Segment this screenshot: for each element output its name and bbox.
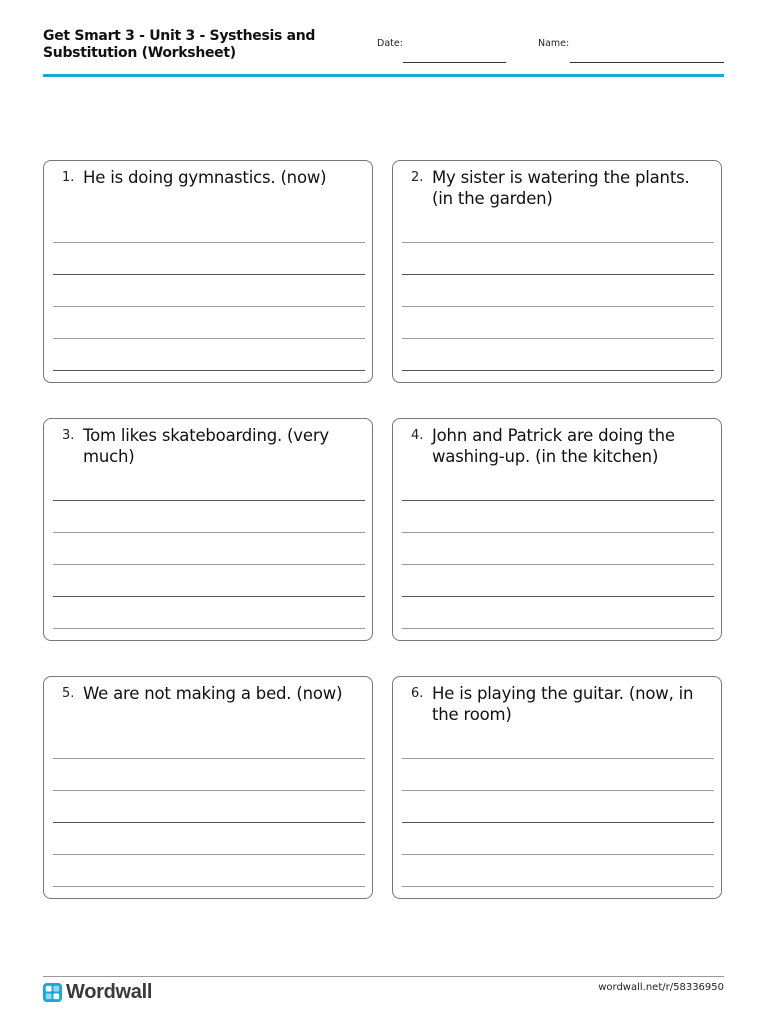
answer-line[interactable] (53, 274, 365, 275)
answer-line[interactable] (53, 564, 365, 565)
answer-line[interactable] (402, 242, 714, 243)
answer-line[interactable] (402, 500, 714, 501)
answer-line[interactable] (53, 854, 365, 855)
date-label: Date: (377, 38, 403, 49)
question-text: My sister is watering the plants. (in the garden) (432, 168, 690, 208)
answer-line[interactable] (53, 886, 365, 887)
answer-line[interactable] (402, 758, 714, 759)
answer-line[interactable] (53, 532, 365, 533)
question-number: 6. (411, 686, 424, 701)
answer-line[interactable] (402, 532, 714, 533)
answer-line[interactable] (402, 306, 714, 307)
answer-line[interactable] (402, 628, 714, 629)
date-field[interactable] (403, 62, 506, 63)
question-card-3 (43, 418, 373, 641)
answer-line[interactable] (53, 500, 365, 501)
answer-line[interactable] (53, 338, 365, 339)
answer-line[interactable] (53, 822, 365, 823)
question-number: 5. (62, 686, 75, 701)
answer-line[interactable] (402, 822, 714, 823)
question-number: 1. (62, 170, 75, 185)
answer-line[interactable] (402, 274, 714, 275)
answer-line[interactable] (402, 338, 714, 339)
answer-line[interactable] (53, 790, 365, 791)
logo-text: Wordwall (66, 980, 153, 1003)
answer-line[interactable] (402, 596, 714, 597)
wordwall-logo[interactable] (43, 981, 152, 1003)
answer-line[interactable] (53, 242, 365, 243)
question-card-4 (392, 418, 722, 641)
answer-line[interactable] (402, 790, 714, 791)
answer-line[interactable] (53, 370, 365, 371)
question-card-2 (392, 160, 722, 383)
question-card-5 (43, 676, 373, 899)
answer-line[interactable] (402, 564, 714, 565)
answer-line[interactable] (53, 628, 365, 629)
question-text: John and Patrick are doing the washing-up. (in the kitchen) (432, 426, 675, 466)
wordwall-logo-icon (43, 983, 62, 1002)
footer-divider (43, 976, 724, 977)
question-text: Tom likes skateboarding. (very much) (83, 426, 329, 466)
answer-line[interactable] (402, 854, 714, 855)
worksheet-title: Get Smart 3 - Unit 3 - Systhesis and Substitution (Worksheet) (43, 28, 316, 61)
question-card-1 (43, 160, 373, 383)
question-text: He is playing the guitar. (now, in the room) (432, 684, 694, 724)
answer-line[interactable] (53, 306, 365, 307)
question-card-6 (392, 676, 722, 899)
question-number: 3. (62, 428, 75, 443)
source-url[interactable]: wordwall.net/r/58336950 (598, 982, 724, 993)
answer-line[interactable] (402, 886, 714, 887)
answer-line[interactable] (53, 596, 365, 597)
question-number: 4. (411, 428, 424, 443)
question-text: We are not making a bed. (now) (83, 684, 343, 703)
answer-line[interactable] (53, 758, 365, 759)
name-label: Name: (538, 38, 570, 49)
name-field[interactable] (570, 62, 724, 63)
answer-line[interactable] (402, 370, 714, 371)
question-text: He is doing gymnastics. (now) (83, 168, 327, 187)
question-number: 2. (411, 170, 424, 185)
header-divider (43, 74, 724, 77)
